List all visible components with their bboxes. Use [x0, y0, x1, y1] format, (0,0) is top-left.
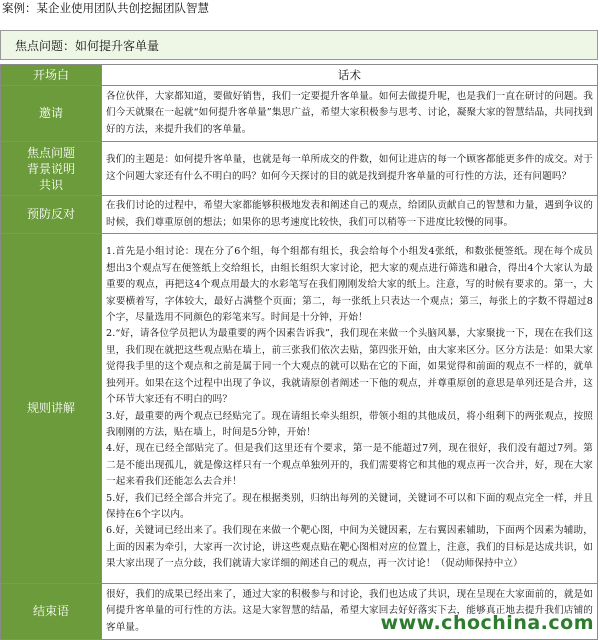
row-paragraph: 1.首先是小组讨论：现在分了6个组，每个组都有组长，我会给每个小组发4张纸，和数张便签纸。现在每个成员想出3个观点写在便签纸上交给组长，由组长组织大家讨论，把大家的观点进行筛选和融合，得出4个大家认为最重要的观点，再把这4个观点用最大的水彩笔写在我们刚刚发给大家的纸上。注意，写的时候有要求的。第一，大家要横着写，字体较大，最好占满整个页面；第二，每一张纸上只表达一个观点；第三，每张上的字数不得超过8个字，尽量选用不同颜色的彩笔来写。时间是十分钟，开始！: [106, 246, 593, 324]
script-table: [0, 64, 598, 640]
table-header-row: [1, 65, 598, 86]
focus-question: 焦点问题：如何提升客单量: [15, 39, 160, 53]
row-content: [102, 142, 598, 196]
row-label: 规则讲解: [1, 234, 102, 584]
row-label: 预防反对: [1, 196, 102, 234]
row-label-line: 背景说明: [26, 161, 75, 176]
row-label-line: 共识: [38, 177, 63, 192]
row-label-line: 焦点问题: [26, 145, 75, 160]
row-paragraph: 我们的主题是：如何提升客单量，也就是每一单所成交的件数，如何让进店的每一个顾客都能更多件的成交。对于这个问题大家还有什么不明白的吗？如何今天探讨的目的就是找到提升客单量的可行性的方法，还有问题吗？: [106, 154, 593, 182]
table-row: [1, 234, 598, 584]
table-row: [1, 142, 598, 196]
row-content: [102, 86, 598, 142]
row-paragraph: 4.好，现在已经全部贴完了。但是我们这里还有个要求，第一是不能超过7列，现在很好，我们没有超过7列。第二是不能出现孤儿，就是像这样只有一个观点单独列开的，我们需要将它和其他的观点再一次合并，好，现在大家一起来看我们还能怎么去合并！: [106, 443, 593, 488]
row-paragraph: 3.好，最重要的两个观点已经贴完了。现在请组长牵头组织，带领小组的其他成员，将小组剩下的两张观点，按照我刚刚的方法，贴在墙上，时间是5分钟，开始！: [106, 410, 593, 438]
row-paragraph: 在我们讨论的过程中，希望大家都能够积极地发表和阐述自己的观点，给团队贡献自己的智慧和力量，遇到争议的时候，我们尊重原创的想法；如果你的思考速度比较快，我们可以稍等一下进度比较慢的同事。: [106, 200, 593, 228]
row-paragraph: 5.好，我们已经全部合并完了。现在根据类别，归纳出每列的关键词，关键词不可以和下面的观点完全一样，并且保持在6个字以内。: [106, 492, 593, 520]
header-right: 话术: [102, 65, 598, 86]
row-paragraph: 2.“好，请各位学员把认为最重要的两个因素告诉我”，我们现在来做一个头脑风暴，大家聚拢一下，现在在我们这里，我们现在就把这些观点贴在墙上，前三张我们依次去贴，第四张开始，由大家来区分。区分方法是：如果大家觉得我手里的这个观点和之前是属于同一个大观点的就可以贴在它的下面，如果觉得和前面的观点不一样的，就单独列开。如果在这个过程中出现了争议，我就请原创者阐述一下他的观点，并尊重原创的意思是单列还是合并，这个环节大家还有不明白的吗？: [106, 328, 593, 406]
row-paragraph: 各位伙伴，大家都知道，要做好销售，我们一定要提升客单量。如何去做提升呢，也是我们一直在研讨的问题。我们今天就聚在一起就“如何提升客单量”集思广益，希望大家积极参与思考、讨论，凝聚大家的智慧结晶，共同找到好的方法，来提升我们的客单量。: [106, 90, 593, 135]
case-title: 案例：某企业使用团队共创挖掘团队智慧: [2, 1, 209, 15]
watermark: www.chochina.com: [380, 612, 594, 634]
row-paragraph: 6.好，关键词已经出来了。我们现在来做一个靶心图，中间为关键因素，左右翼因素辅助，下面两个因素为辅助，上面的因素为牵引，大家再一次讨论，讲这些观点贴在靶心图相对应的位置上，注意，我们的目标是达成共识，如果大家出现了一点分歧，我们就请大家详细的阐述自己的观点，再一次讨论！（促动师保持中立）: [106, 525, 593, 570]
focus-question-box: [0, 30, 598, 60]
table-row: [1, 196, 598, 234]
row-content: [102, 234, 598, 584]
table-row: [1, 86, 598, 142]
row-content: [102, 196, 598, 234]
header-left: 开场白: [1, 65, 102, 86]
row-label: 结束语: [1, 584, 102, 640]
row-paragraph: 很好，我们的成果已经出来了，通过大家的积极参与和讨论，我们也达成了共识，现在呈现在大家面前的，就是如何提升客单量的可行性的方法。这是大家智慧的结晶，希望大家回去好好落实下去，能够真正地去提升我们店铺的客单量。: [106, 588, 593, 633]
row-label: [1, 142, 102, 196]
row-label: 邀请: [1, 86, 102, 142]
